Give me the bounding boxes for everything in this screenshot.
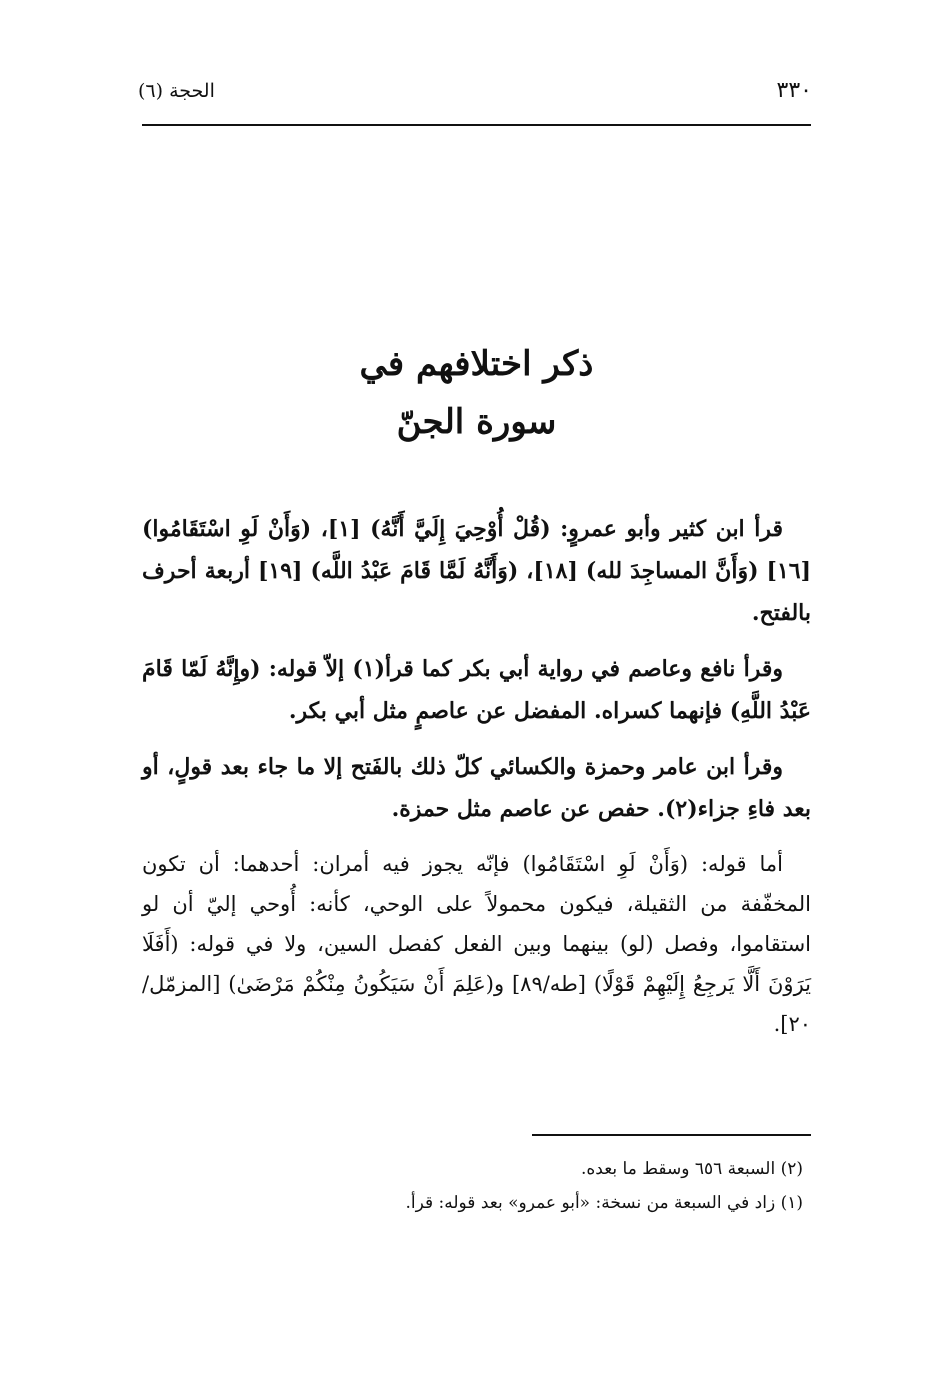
paragraph-3: وقرأ ابن عامر وحمزة والكسائي كلّ ذلك بالفَتح إلا ما جاء بعد قولٍ، أو بعد فاءِ جزاء(٢). حفص عن عاصم مثل حمزة.: [142, 754, 811, 822]
footnote-2: (٢) السبعة ٦٥٦ وسقط ما بعده.: [580, 1159, 803, 1179]
header-rule: [142, 124, 811, 126]
running-header: [138, 78, 812, 114]
chapter-title-line-2: سورة الجنّ: [396, 402, 557, 442]
body-text: [142, 508, 811, 1058]
book-title: الحجة (٦): [138, 80, 215, 102]
paragraph-2: وقرأ نافع وعاصم في رواية أبي بكر كما قرأ(١) إلاّ قوله: (وإِنَّهُ لَمّا قَامَ عَبْدُ اللَّهِ) فإنهما كسراه. المفضل عن عاصمٍ مثل أبي بكر.: [142, 656, 811, 724]
footnote-1: (١) زاد في السبعة من نسخة: «أبو عمرو» بعد قوله: قرأ.: [405, 1193, 803, 1213]
page-number: ٣٣٠: [776, 78, 812, 103]
paragraph-4: أما قوله: (وَأَنْ لَوِ اسْتَقَامُوا) فإنّه يجوز فيه أمران: أحدهما: أن تكون المخفّفة من الثقيلة، فيكون محمولاً على الوحي، كأنه: أُوحي إليّ أن لو استقاموا، وفصل (لو) بينهما وبين الفعل كفصل السين، ولا في قوله: (أَفَلَا يَرَوْنَ أَلَّا يَرجِعُ إِلَيْهِمْ قَوْلًا) [طه/٨٩] و(عَلِمَ أَنْ سَيَكُونُ مِنْكُمْ مَرْضَىٰ) [المزمّل/٢٠].: [142, 852, 812, 1036]
chapter-title-line-1: ذكر اختلافهم في: [359, 344, 594, 384]
chapter-heading: [142, 335, 811, 451]
footnote-rule: [532, 1134, 811, 1136]
footnotes: [142, 1152, 811, 1220]
paragraph-1: قرأ ابن كثير وأبو عمروٍ: (قُلْ أُوْحِيَ إِلَيَّ أَنَّهُ) [١]، (وَأَنْ لَوِ اسْتَقَامُوا) [١٦] (وَأَنَّ المساجِدَ لله) [١٨]، (وَأَنَّهُ لَمَّا قَامَ عَبْدُ اللَّه) [١٩] أربعة أحرف بالفتح.: [142, 516, 811, 626]
